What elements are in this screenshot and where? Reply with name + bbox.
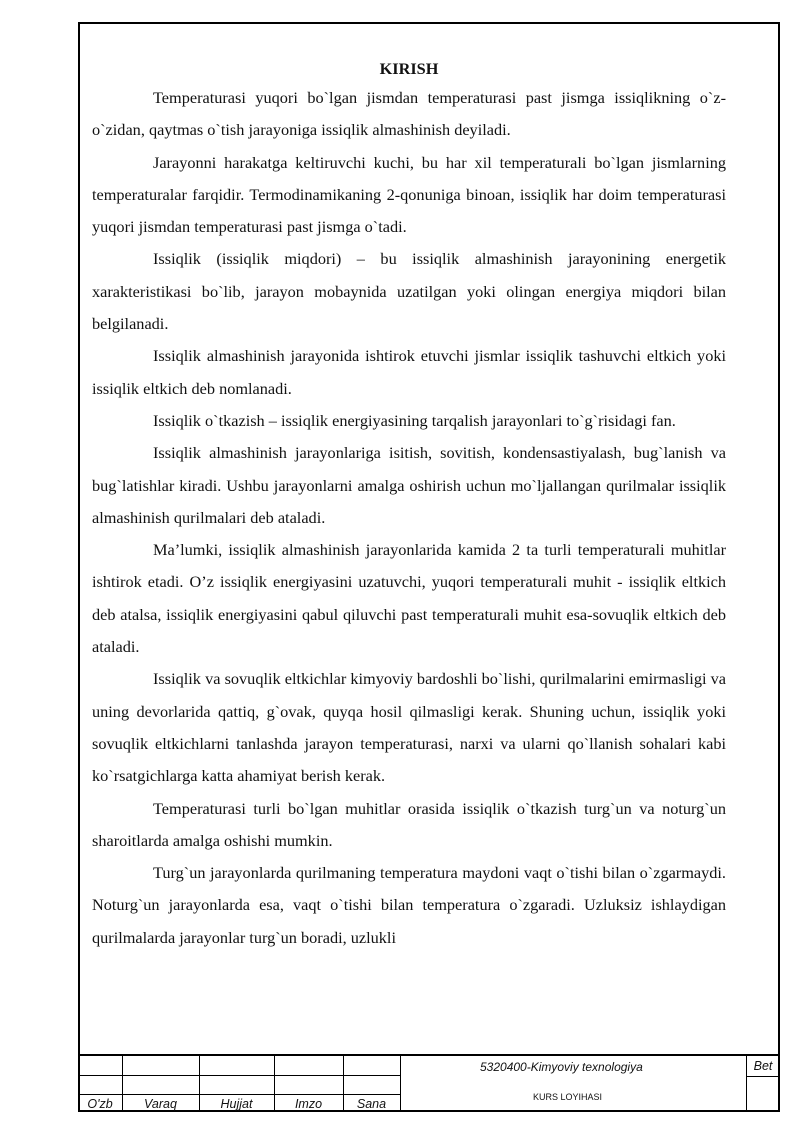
paragraph: Issiqlik o`tkazish – issiqlik energiyasining tarqalish jarayonlari to`g`risidagi fan. <box>153 410 676 430</box>
paragraph: Issiqlik (issiqlik miqdori) – bu issiqlik almashinish jarayonining energetik xarakteristikasi bo`lib, jarayon mobaynida uzatilgan yoki olingan energiya miqdori bilan belgilanadi. <box>92 249 726 334</box>
stamp-row-line <box>78 1094 400 1095</box>
stamp-col-line <box>746 1056 747 1112</box>
stamp-label-ozb: O'zb <box>87 1097 113 1111</box>
paragraph: Ma’lumki, issiqlik almashinish jarayonlarida kamida 2 ta turli temperaturali muhitlar ishtirok etadi. O’z issiqlik energiyasini uzatuvchi, yuqori temperaturali muhit - issiqlik eltkich deb atalsa, issiqlik energiyasini qabul qiluvchi past temperaturali muhit esa-sovuqlik eltkich deb ataladi. <box>92 540 726 657</box>
stamp-col-line <box>400 1056 401 1112</box>
stamp-label-varaq: Varaq <box>144 1097 177 1111</box>
title-block <box>78 1054 780 1112</box>
stamp-label-hujjat: Hujjat <box>220 1097 253 1111</box>
stamp-label-sana: Sana <box>356 1097 387 1111</box>
stamp-row-line <box>78 1075 400 1076</box>
stamp-label-imzo: Imzo <box>294 1097 323 1111</box>
paragraph: Issiqlik va sovuqlik eltkichlar kimyoviy bardoshli bo`lishi, qurilmalarini emirmasligi va uning devorlarida qattiq, g`ovak, quyqa hosil qilmasligi kerak. Shuning uchun, issiqlik yoki sovuqlik eltkichlarni tanlashda jarayon temperaturasi, narxi va ularni qo`llanish sohalari kabi ko`rsatgichlarga katta ahamiyat berish kerak. <box>92 669 726 786</box>
paragraph: Issiqlik almashinish jarayonlariga isitish, sovitish, kondensastiyalash, bug`lanish va bug`latishlar kiradi. Ushbu jarayonlarni amalga oshirish uchun mo`ljallangan qurilmalar issiqlik almashinish qurilmalari deb ataladi. <box>92 443 726 527</box>
page-heading: KIRISH <box>379 59 439 78</box>
paragraph: Jarayonni harakatga keltiruvchi kuchi, bu har xil temperaturali bo`lgan jismlarning temperaturalar farqidir. Termodinamikaning 2-qonuniga binoan, issiqlik har doim temperaturasi yuqori jismdan temperaturasi past jismga o`tadi. <box>92 152 726 237</box>
document-code: 5320400-Kimyoviy texnologiya <box>480 1060 643 1074</box>
paragraph: Turg`un jarayonlarda qurilmaning temperatura maydoni vaqt o`tishi bilan o`zgarmaydi. Noturg`un jarayonlarda esa, vaqt o`tishi bilan temperatura o`zgaradi. Uzluksiz ishlaydigan qurilmalarda jarayonlar turg`un boradi, uzlukli <box>92 863 726 947</box>
document-type: KURS LOYIHASI <box>533 1092 603 1102</box>
document-body <box>92 56 726 954</box>
page-number-label: Bet <box>753 1059 773 1073</box>
stamp-row-line <box>746 1076 780 1077</box>
paragraph: Temperaturasi yuqori bo`lgan jismdan temperaturasi past jismga issiqlikning o`z-o`zidan, qaytmas o`tish jarayoniga issiqlik almashinish deyiladi. <box>92 88 726 140</box>
paragraph: Issiqlik almashinish jarayonida ishtirok etuvchi jismlar issiqlik tashuvchi eltkich yoki issiqlik eltkich deb nomlanadi. <box>92 346 726 398</box>
paragraph: Temperaturasi turli bo`lgan muhitlar orasida issiqlik o`tkazish turg`un va noturg`un sharoitlarda amalga oshishi mumkin. <box>92 798 726 850</box>
